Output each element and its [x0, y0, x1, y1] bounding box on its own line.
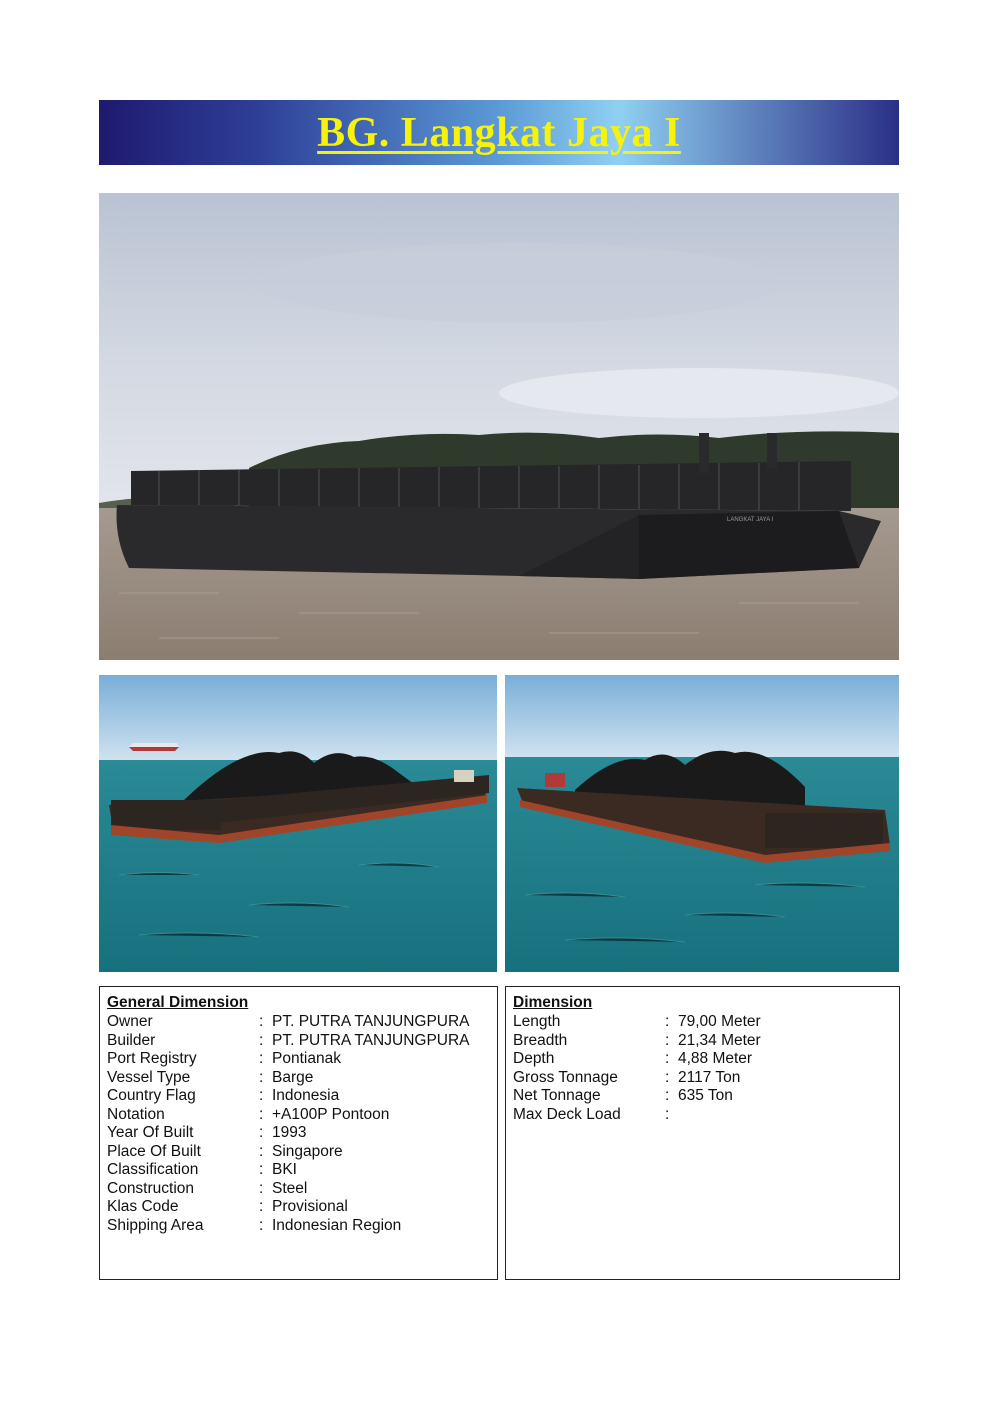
- colon-separator: :: [259, 1068, 264, 1086]
- general-dimension-value: Barge: [272, 1068, 314, 1086]
- general-dimension-label: Shipping Area: [107, 1216, 204, 1234]
- dimension-row: [513, 1050, 899, 1069]
- dimension-label: Length: [513, 1013, 561, 1030]
- colon-separator: :: [259, 1142, 264, 1160]
- dimension-heading: Dimension: [513, 994, 593, 1011]
- general-dimension-value: Indonesian Region: [272, 1216, 402, 1234]
- general-dimension-row: [107, 1106, 497, 1125]
- colon-separator: :: [259, 1216, 264, 1234]
- general-dimension-heading: General Dimension: [107, 994, 249, 1011]
- general-dimension-label: Owner: [107, 1013, 153, 1030]
- loaded-barge-photo-left: [99, 675, 497, 972]
- colon-separator: :: [259, 1050, 264, 1067]
- general-dimension-label: Klas Code: [107, 1198, 179, 1215]
- colon-separator: :: [259, 1179, 264, 1197]
- dimension-label: Net Tonnage: [513, 1087, 601, 1104]
- general-dimension-row: [107, 1217, 497, 1236]
- dimension-row: [513, 1013, 899, 1032]
- colon-separator: :: [259, 1105, 264, 1123]
- dimension-value: 21,34 Meter: [678, 1031, 761, 1049]
- general-dimension-value: Pontianak: [272, 1050, 341, 1067]
- general-dimension-row: [107, 1180, 497, 1199]
- dimension-label: Gross Tonnage: [513, 1068, 618, 1086]
- colon-separator: :: [259, 1124, 264, 1141]
- general-dimension-label: Builder: [107, 1031, 156, 1049]
- general-dimension-box: [99, 986, 498, 1280]
- colon-separator: :: [665, 1013, 670, 1030]
- colon-separator: :: [259, 1013, 264, 1030]
- general-dimension-row: [107, 1161, 497, 1180]
- dimension-value: 635 Ton: [678, 1087, 733, 1104]
- dimension-value: 79,00 Meter: [678, 1013, 761, 1030]
- general-dimension-row: [107, 1050, 497, 1069]
- general-dimension-value: PT. PUTRA TANJUNGPURA: [272, 1031, 470, 1049]
- hull-marking: LANGKAT JAYA I: [727, 517, 774, 523]
- dimension-row: [513, 1032, 899, 1051]
- colon-separator: :: [665, 1050, 670, 1067]
- general-dimension-label: Vessel Type: [107, 1068, 191, 1086]
- dimension-box: [505, 986, 900, 1280]
- general-dimension-value: Indonesia: [272, 1087, 340, 1104]
- colon-separator: :: [665, 1105, 670, 1123]
- general-dimension-row: [107, 1124, 497, 1143]
- general-dimension-label: Classification: [107, 1161, 199, 1178]
- general-dimension-row: [107, 1013, 497, 1032]
- dimension-value: 2117 Ton: [678, 1068, 741, 1086]
- general-dimension-row: [107, 1143, 497, 1162]
- general-dimension-value: Provisional: [272, 1198, 348, 1215]
- general-dimension-row: [107, 1069, 497, 1088]
- colon-separator: :: [665, 1087, 670, 1104]
- colon-separator: :: [665, 1068, 670, 1086]
- general-dimension-label: Port Registry: [107, 1050, 197, 1067]
- general-dimension-value: PT. PUTRA TANJUNGPURA: [272, 1013, 470, 1030]
- general-dimension-value: Singapore: [272, 1142, 343, 1160]
- dimension-row: [513, 1106, 899, 1125]
- general-dimension-row: [107, 1032, 497, 1051]
- title-banner: [99, 100, 899, 165]
- general-dimension-value: Steel: [272, 1179, 308, 1197]
- general-dimension-value: BKI: [272, 1161, 297, 1178]
- general-dimension-row: [107, 1198, 497, 1217]
- colon-separator: :: [665, 1031, 670, 1049]
- dimension-row: [513, 1069, 899, 1088]
- general-dimension-label: Construction: [107, 1179, 195, 1197]
- general-dimension-label: Year Of Built: [107, 1124, 194, 1141]
- dimension-label: Breadth: [513, 1031, 568, 1049]
- dimension-row: [513, 1087, 899, 1106]
- general-dimension-label: Place Of Built: [107, 1142, 201, 1160]
- dimension-value: 4,88 Meter: [678, 1050, 753, 1067]
- page-title: BG. Langkat Jaya I: [317, 109, 681, 156]
- dimension-label: Max Deck Load: [513, 1105, 621, 1123]
- colon-separator: :: [259, 1031, 264, 1049]
- dimension-label: Depth: [513, 1050, 555, 1067]
- general-dimension-label: Notation: [107, 1105, 165, 1123]
- colon-separator: :: [259, 1161, 264, 1178]
- loaded-barge-photo-right: [505, 675, 899, 972]
- general-dimension-value: +A100P Pontoon: [272, 1105, 390, 1123]
- main-barge-photo: [99, 193, 899, 660]
- colon-separator: :: [259, 1198, 264, 1215]
- general-dimension-row: [107, 1087, 497, 1106]
- general-dimension-label: Country Flag: [107, 1087, 196, 1104]
- colon-separator: :: [259, 1087, 264, 1104]
- general-dimension-value: 1993: [272, 1124, 307, 1141]
